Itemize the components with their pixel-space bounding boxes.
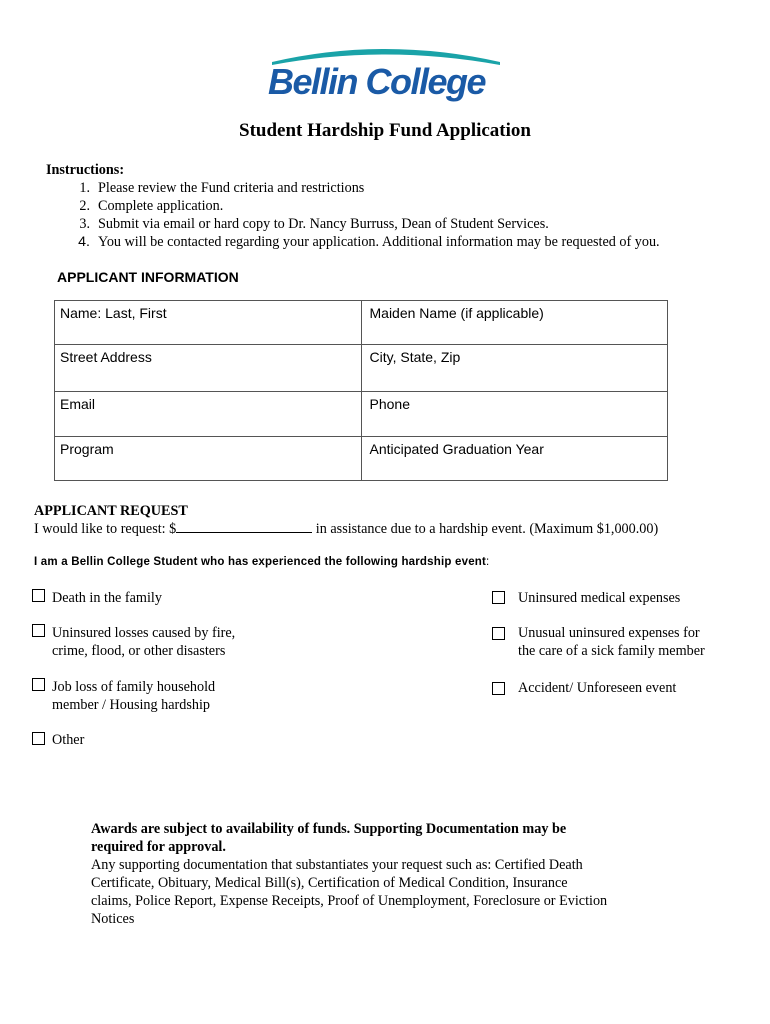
sick-family-option-label bbox=[518, 624, 705, 660]
awards-body-line-2: Certificate, Obituary, Medical Bill(s), Certification of Medical Condition, Insurance bbox=[91, 875, 568, 891]
list-item-text: Complete application. bbox=[98, 198, 224, 214]
program-field[interactable]: Program bbox=[55, 437, 362, 481]
list-item bbox=[46, 233, 660, 251]
hardship-intro-text: I am a Bellin College Student who has experienced the following hardship event bbox=[34, 556, 487, 568]
list-item-number: 1. bbox=[79, 180, 90, 196]
table-row bbox=[55, 301, 668, 345]
request-amount-input[interactable] bbox=[176, 520, 312, 533]
awards-bold-line-1: Awards are subject to availability of funds. Supporting Documentation may be bbox=[91, 821, 567, 837]
awards-body-line-4: Notices bbox=[91, 911, 135, 927]
instructions bbox=[46, 162, 660, 251]
table-row bbox=[55, 392, 668, 437]
other-option-label: Other bbox=[52, 732, 85, 748]
losses-option-label bbox=[52, 624, 235, 660]
job-loss-label-line-1: Job loss of family household bbox=[52, 679, 216, 695]
list-item-text: You will be contacted regarding your application. Additional information may be requested of you. bbox=[98, 234, 660, 250]
sick-family-label-line-1: Unusual uninsured expenses for bbox=[518, 625, 700, 641]
list-item-number: 2. bbox=[79, 198, 90, 214]
awards-body-line-1: Any supporting documentation that substantiates your request such as: Certified Death bbox=[91, 857, 583, 873]
list-item bbox=[46, 179, 660, 197]
list-item-number: 4. bbox=[78, 234, 90, 250]
awards-bold-line-2: required for approval. bbox=[91, 839, 226, 855]
job-loss-checkbox[interactable] bbox=[32, 678, 45, 691]
job-loss-label-line-2: member / Housing hardship bbox=[52, 697, 211, 713]
request-heading: APPLICANT REQUEST bbox=[34, 503, 188, 519]
applicant-info-table bbox=[54, 300, 668, 481]
awards-body-line-3: claims, Police Report, Expense Receipts, Proof of Unemployment, Foreclosure or Eviction bbox=[91, 893, 608, 909]
instructions-heading: Instructions: bbox=[46, 162, 125, 178]
other-checkbox[interactable] bbox=[32, 732, 45, 745]
list-item bbox=[46, 197, 660, 215]
phone-field[interactable]: Phone bbox=[361, 392, 668, 437]
medical-option-label: Uninsured medical expenses bbox=[518, 590, 681, 606]
death-checkbox[interactable] bbox=[32, 589, 45, 602]
applicant-info-heading: APPLICANT INFORMATION bbox=[57, 269, 239, 285]
list-item-number: 3. bbox=[79, 216, 90, 232]
logo-text: Bellin College bbox=[268, 61, 486, 102]
maiden-name-field[interactable]: Maiden Name (if applicable) bbox=[361, 301, 668, 345]
instructions-list bbox=[46, 179, 660, 251]
table-row bbox=[55, 345, 668, 392]
list-item-text: Please review the Fund criteria and restrictions bbox=[98, 180, 365, 196]
page-title: Student Hardship Fund Application bbox=[239, 120, 531, 141]
request-prefix: I would like to request: $ bbox=[34, 521, 177, 537]
sick-family-checkbox[interactable] bbox=[492, 627, 505, 640]
list-item bbox=[46, 215, 660, 233]
accident-option-label: Accident/ Unforeseen event bbox=[518, 680, 677, 696]
sick-family-label-line-2: the care of a sick family member bbox=[518, 643, 705, 659]
death-option-label: Death in the family bbox=[52, 590, 162, 606]
hardship-intro-colon: : bbox=[486, 556, 490, 568]
name-field[interactable]: Name: Last, First bbox=[55, 301, 362, 345]
request-line bbox=[34, 520, 658, 538]
accident-checkbox[interactable] bbox=[492, 682, 505, 695]
city-state-zip-field[interactable]: City, State, Zip bbox=[361, 345, 668, 392]
awards-note bbox=[91, 820, 651, 928]
job-loss-option-label bbox=[52, 678, 215, 714]
bellin-college-logo bbox=[264, 42, 508, 104]
losses-label-line-2: crime, flood, or other disasters bbox=[52, 643, 226, 659]
street-address-field[interactable]: Street Address bbox=[55, 345, 362, 392]
email-field[interactable]: Email bbox=[55, 392, 362, 437]
losses-checkbox[interactable] bbox=[32, 624, 45, 637]
request-suffix: in assistance due to a hardship event. (Maximum $1,000.00) bbox=[312, 521, 659, 537]
hardship-intro bbox=[34, 556, 489, 568]
medical-checkbox[interactable] bbox=[492, 591, 505, 604]
losses-label-line-1: Uninsured losses caused by fire, bbox=[52, 625, 236, 641]
table-row bbox=[55, 437, 668, 481]
graduation-year-field[interactable]: Anticipated Graduation Year bbox=[361, 437, 668, 481]
list-item-text: Submit via email or hard copy to Dr. Nancy Burruss, Dean of Student Services. bbox=[98, 216, 549, 232]
applicant-request bbox=[34, 502, 658, 538]
